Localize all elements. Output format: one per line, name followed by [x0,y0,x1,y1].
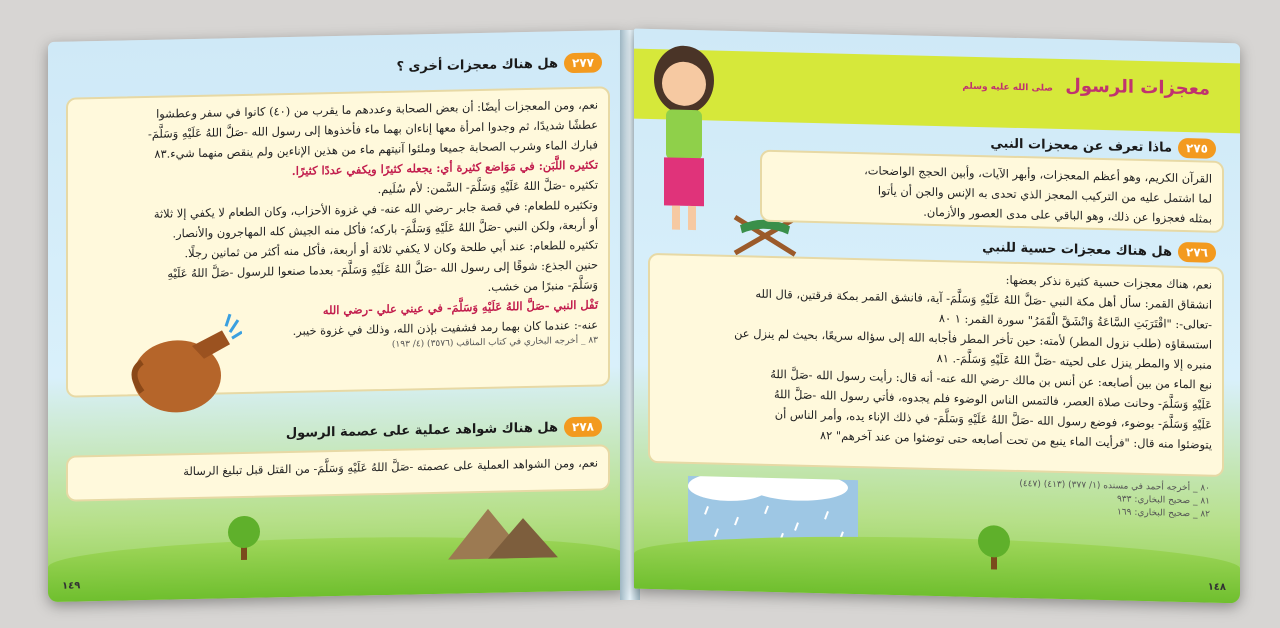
answer-card-275 [760,150,1224,233]
water-jug-illustration [122,310,242,423]
question-title: هل هناك شواهد عملية على عصمة الرسول [285,419,559,441]
text-line: أو أربعة، ولكن النبي -صَلَّ اللهُ عَلَيْهِ وَسَلَّمَ- باركه؛ فأكل منه الجيش كله المهاجرون والأنصار. [172,217,598,241]
question-number-badge: ٢٧٧ [564,52,602,73]
text-line: عطشًا شديدًا، ثم وجدوا امرأة معها إناءان بهما ماء فأخذوها إلى رسول الله -صَلَّ اللهُ عَلَيْهِ وَسَلَّمَ- [147,117,598,141]
question-277-heading [396,52,602,76]
text-line: تَفْل النبي -صَلَّ اللهُ عَلَيْهِ وَسَلَّمَ- في عيني علي -رضي الله [322,297,598,318]
question-276-heading [982,237,1216,263]
question-title: هل هناك معجزات أخرى ؟ [396,55,559,75]
question-number-badge: ٢٧٦ [1178,242,1216,263]
text-line: القرآن الكريم، وهو أعظم المعجزات، وأبهر الآيات، وأبين الحجج الواضحات، [864,163,1212,186]
text-line: نعم، هناك معجزات حسية كثيرة نذكر بعضها: [1005,272,1212,292]
text-line: تكثيره للطعام: عند أبي طلحة وكان لا يكفي ثلاثة أو أربعة، فأكل منه أكثر من ثمانين رجلًا. [184,237,598,261]
text-line: نعم، ومن الشواهد العملية على عصمته -صَلَّ اللهُ عَلَيْهِ وَسَلَّمَ- من القتل قبل تبليغ الرسالة [183,455,598,479]
mountain-illustration [448,497,558,559]
chapter-title-text: معجزات الرسول [1065,75,1210,100]
answer-card-278 [66,444,610,501]
girl-illustration [644,39,724,241]
text-line: بمثله فعجزوا عن ذلك، وهو الباقي على مدى العصور والأزمان. [923,204,1212,226]
text-line: حنين الجذع: شوقًا إلى رسول الله -صَلَّ اللهُ عَلَيْهِ وَسَلَّمَ- بعدما صنعوا للرسول -صَلَّ اللهُ عَلَيْهِ [167,257,598,281]
question-number-badge: ٢٧٨ [564,416,602,437]
text-line: فبارك الماء وشرب الصحابة جميعا وملئوا آنيتهم ماء من هذين الإناءين ولم ينقص منهما شيء.٨٣ [154,137,598,161]
footnotes [1019,478,1210,522]
text-line: -تعالى-: "اقْتَرَبَتِ السَّاعَةُ وَانْشَقَّ الْقَمَرُ" سورة القمر: ١ ٨٠ [938,311,1212,332]
text-line: عنه-: عندما كان بهما رمد فشفيت بإذن الله، وذلك في غزوة خيبر. [292,317,598,338]
footnote: ٨٣ _ أخرجه البخاري في كتاب المناقب (٣٥٧٦) (٤/ ١٩٣) [391,335,598,350]
text-line: استسقاؤه (طلب نزول المطر) لأمته: حين تأخر المطر فأجابه الله إلى سؤاله سريعًا، بحيث لم ينزل عن [734,326,1212,352]
question-title: هل هناك معجزات حسية للنبي [982,239,1173,260]
grass-ground [634,531,1240,604]
left-page [48,30,626,602]
question-number-badge: ٢٧٥ [1178,138,1216,159]
text-line: نبع الماء من بين أصابعه: عن أنس بن مالك -رضي الله عنه- أنه قال: رأيت رسول الله -صَلَّ اللهُ [770,366,1212,392]
page-number: ١٤٨ [1207,581,1226,594]
footnote: ٨٠ _ أخرجه أحمد في مسنده (١/ ٣٧٧) (٤١٣) (٤٤٧) [1019,479,1210,494]
question-275-heading [990,133,1216,159]
answer-card-276 [648,253,1224,477]
footnote: ٨٢ _ صحيح البخاري: ١٦٩ [1116,507,1210,520]
text-line: تكثيره -صَلَّ اللهُ عَلَيْهِ وَسَلَّمَ- السَّمن: لأم سُلَيم. [377,177,598,197]
salla-text: صلى الله عليه وسلم [962,81,1053,94]
tree-illustration [974,521,1014,572]
text-line: عَلَيْهِ وَسَلَّمَ- وحانت صلاة العصر، فالتمس الناس الوضوء فلم يجدوه، فأتي رسول الله -صَلَّ اللهُ [773,387,1212,412]
tree-illustration [224,512,264,563]
text-line: نعم، ومن المعجزات أيضًا: أن بعض الصحابة وعددهم ما يقرب من (٤٠) كانوا في سفر وعطشوا [156,97,598,121]
text-line: لما اشتمل عليه من التركيب المعجز الذي تحدى به الإنس والجن أن يأتوا [877,183,1212,206]
text-line: وَسَلَّمَ- منبرًا من خشب. [487,277,598,294]
page-number: ١٤٩ [62,580,81,592]
question-title: ماذا تعرف عن معجزات النبي [990,135,1173,156]
text-line: منبره إلا والمطر ينزل على لحيته -صَلَّ اللهُ عَلَيْهِ وَسَلَّمَ-. ٨١ [936,350,1212,372]
text-line: يتوضئوا منه قال: "فرأيت الماء ينبع من تحت أصابعه حتى توضئوا من عند آخرهم" ٨٢ [820,428,1212,452]
text-line: وتكثيره للطعام: في قصة جابر -رضي الله عنه- في غزوة الأحزاب، وكان الطعام لا يكفي إلا ثلاثة [153,197,598,221]
right-page [634,29,1240,604]
question-278-heading [286,416,602,443]
text-line: انشقاق القمر: سأل أهل مكة النبي -صَلَّ اللهُ عَلَيْهِ وَسَلَّمَ- آية، فانشق القمر بمكة فرقتين، قال الله [755,286,1212,312]
footnote: ٨١ _ صحيح البخاري: ٩٣٣ [1116,494,1210,507]
text-line: تكثيره اللَّبَن: في مَوَاضع كثيرة أي: يجعله كثيرًا ويكفي عددًا كثيرًا. [291,157,598,178]
rain-illustration [688,476,858,546]
text-line: عَلَيْهِ وَسَلَّمَ- بوضوء، فوضع رسول الله -صَلَّ اللهُ عَلَيْهِ وَسَلَّمَ- في ذلك الإناء يده، وأمر الناس أن [774,407,1212,432]
